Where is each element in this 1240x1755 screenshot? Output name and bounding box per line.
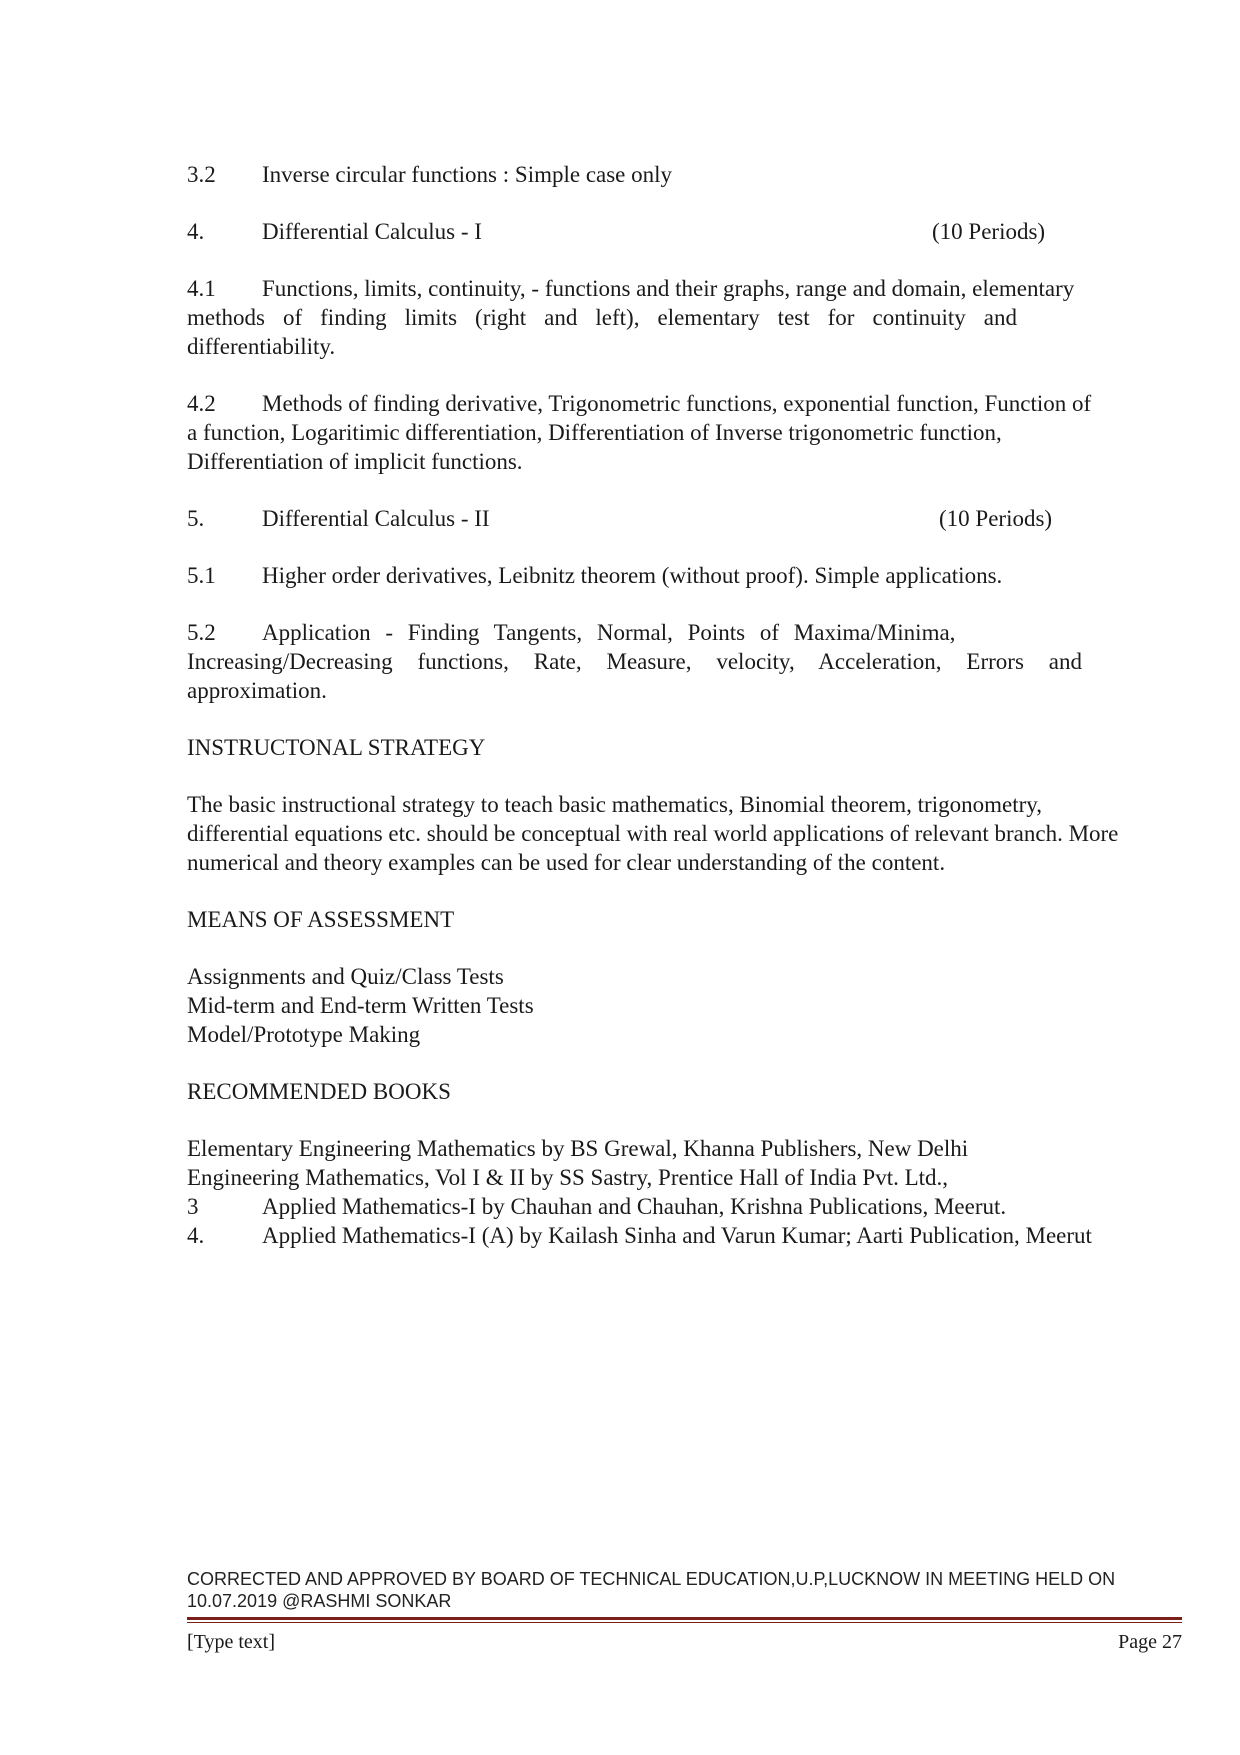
assessment-item: Mid-term and End-term Written Tests xyxy=(187,993,534,1018)
item-text: Higher order derivatives, Leibnitz theorem (without proof). Simple applications. xyxy=(262,563,1003,588)
book-item xyxy=(187,1221,1177,1250)
strategy-heading: INSTRUCTONAL STRATEGY xyxy=(187,735,486,760)
assessment-item: Model/Prototype Making xyxy=(187,1022,421,1047)
strategy-text: The basic instructional strategy to teach basic mathematics, Binomial theorem, trigonometry, differential equations etc. should be conceptual with real world applications of relevant branch. More numerical and theory examples can be used for clear understanding of the content. xyxy=(187,792,1119,875)
section-number: 5. xyxy=(187,506,205,531)
book-title: Applied Mathematics-I (A) by Kailash Sinha and Varun Kumar; Aarti Publication, Meerut xyxy=(262,1223,1092,1248)
item-number: 5.1 xyxy=(187,563,216,588)
books-heading: RECOMMENDED BOOKS xyxy=(187,1079,451,1104)
section-4-heading xyxy=(187,217,1147,246)
item-text-rest: Increasing/Decreasing functions, Rate, Measure, velocity, Acceleration, Errors and approximation. xyxy=(187,649,1082,703)
footer-left-text: [Type text] xyxy=(187,1631,276,1653)
item-number: 5.2 xyxy=(187,620,216,645)
item-text-lead: Application - Finding Tangents, Normal, Points of Maxima/Minima, xyxy=(262,620,956,645)
item-number: 4.2 xyxy=(187,391,216,416)
section-5-heading xyxy=(187,504,1147,533)
book-number: 3 xyxy=(187,1194,199,1219)
item-4-2 xyxy=(187,389,1177,476)
section-number: 4. xyxy=(187,219,205,244)
item-text: Inverse circular functions : Simple case only xyxy=(262,162,673,187)
book-item: Elementary Engineering Mathematics by BS Grewal, Khanna Publishers, New Delhi xyxy=(187,1136,969,1161)
item-4-1 xyxy=(187,274,1167,361)
item-text-rest: methods of finding limits (right and left), elementary test for continuity and differentiability. xyxy=(187,305,1017,359)
item-5-2 xyxy=(187,618,1107,705)
item-number: 4.1 xyxy=(187,276,216,301)
section-title: Differential Calculus - II xyxy=(262,506,490,531)
page-number: Page 27 xyxy=(1118,1631,1182,1653)
assessment-heading: MEANS OF ASSESSMENT xyxy=(187,907,455,932)
item-number: 3.2 xyxy=(187,162,216,187)
assessment-list xyxy=(187,962,534,1049)
book-title: Applied Mathematics-I by Chauhan and Chauhan, Krishna Publications, Meerut. xyxy=(262,1194,1007,1219)
book-item: Engineering Mathematics, Vol I & II by SS Sastry, Prentice Hall of India Pvt. Ltd., xyxy=(187,1165,949,1190)
book-item xyxy=(187,1192,1177,1221)
section-periods: (10 Periods) xyxy=(932,219,1046,244)
books-list xyxy=(187,1134,1177,1250)
section-title: Differential Calculus - I xyxy=(262,219,482,244)
item-text-rest: a function, Logaritimic differentiation, Differentiation of Inverse trigonometric function, Differentiation of implicit functions. xyxy=(187,420,1002,474)
footer-rule-thin xyxy=(187,1622,1182,1623)
section-periods: (10 Periods) xyxy=(939,506,1053,531)
item-3-2 xyxy=(187,160,1147,189)
item-5-1 xyxy=(187,561,1167,590)
book-number: 4. xyxy=(187,1223,205,1248)
approval-note: CORRECTED AND APPROVED BY BOARD OF TECHNICAL EDUCATION,U.P,LUCKNOW IN MEETING HELD ON 10.07.2019 @RASHMI SONKAR xyxy=(187,1569,1116,1611)
item-text-lead: Functions, limits, continuity, - functions and their graphs, range and domain, elementary xyxy=(262,276,1075,301)
item-text-lead: Methods of finding derivative, Trigonometric functions, exponential function, Function of xyxy=(262,391,1092,416)
assessment-item: Assignments and Quiz/Class Tests xyxy=(187,964,504,989)
footer-rule xyxy=(187,1617,1182,1620)
